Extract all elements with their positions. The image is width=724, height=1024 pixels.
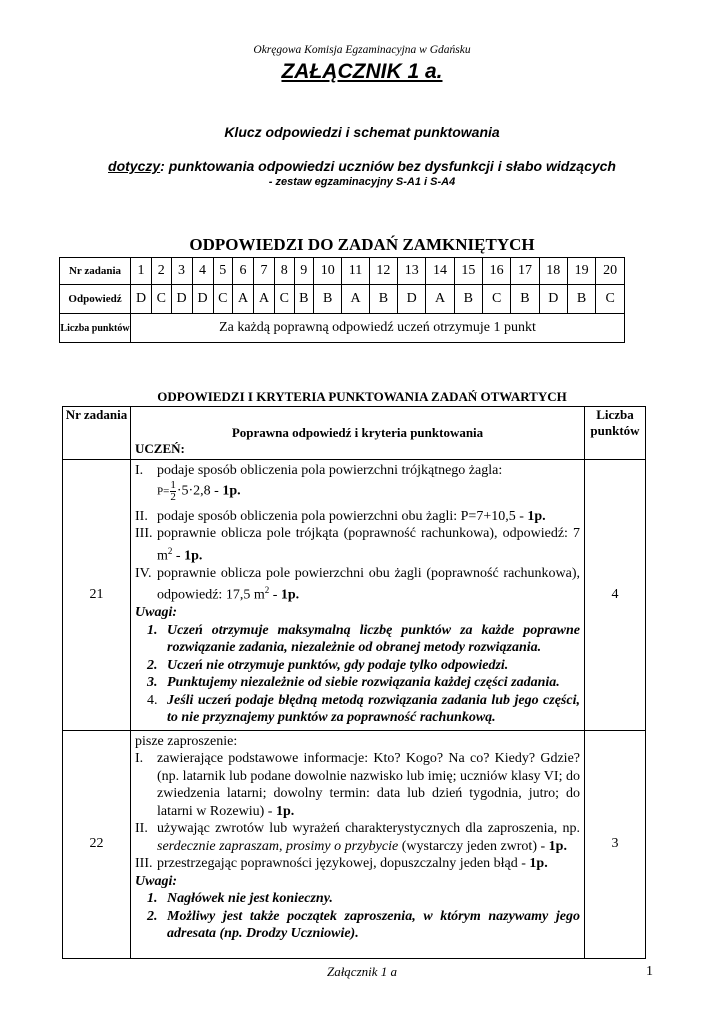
footer-label: Załącznik 1 a: [326, 964, 398, 979]
answer-cell: B: [511, 285, 539, 314]
task-number-cell: 16: [482, 258, 510, 285]
task-22-intro: pisze zaproszenie:: [135, 733, 238, 749]
task-number-cell: 8: [275, 258, 295, 285]
task-22-number: 22: [63, 730, 131, 958]
answer-cell: B: [294, 285, 314, 314]
task-number-cell: 15: [454, 258, 482, 285]
answer-cell: A: [342, 285, 369, 314]
answer-cell: A: [426, 285, 454, 314]
points-note: Za każdą poprawną odpowiedź uczeń otrzymuje 1 punkt: [131, 314, 625, 343]
criterion-i: I. zawierające podstawowe informacje: Kto? Kogo? Na co? Kiedy? Gdzie? (np. latarnik lub podane dowolnie nazwisko lub imię; uczniów klasy VI; do zwiedzenia latarni; dowolny termin: data lub dzień tygodnia, jutro; do latarni w Rozewiu) - 1p.: [135, 751, 580, 819]
task-21-number: 21: [63, 460, 131, 731]
remark: 2. Uczeń nie otrzymuje punktów, gdy podaje tylko odpowiedzi.: [147, 657, 509, 673]
task-22-row: [63, 730, 646, 958]
row-label-answer: Odpowiedź: [60, 285, 131, 314]
header-criteria: [131, 407, 585, 460]
points-row: [60, 314, 625, 343]
answer-cell: D: [398, 285, 426, 314]
criterion-i: I. podaje sposób obliczenia pola powierzchni trójkątnego żagla: P= $\frac{1}{2}$ ·5·2,8 - 1p.: [135, 463, 503, 503]
answer-cell: B: [454, 285, 482, 314]
task-number-cell: 4: [192, 258, 213, 285]
task-number-cell: 1: [131, 258, 152, 285]
open-criteria-table: [62, 406, 646, 959]
criterion-ii: II. używając zwrotów lub wyrażeń charakterystycznych dla zaproszenia, np. serdecznie zapraszam, prosimy o przybycie (wystarczy jeden zwrot) - 1p.: [135, 821, 580, 854]
answer-cell: B: [314, 285, 342, 314]
task-number-cell: 10: [314, 258, 342, 285]
task-21-criteria: [131, 460, 585, 731]
remarks-label: Uwagi:: [135, 873, 177, 889]
task-number-cell: 19: [567, 258, 595, 285]
task-number-cell: 7: [254, 258, 275, 285]
fraction: $\frac{1}{2}$: [170, 478, 176, 503]
task-number-cell: 5: [213, 258, 233, 285]
answer-cell: D: [539, 285, 567, 314]
header-student-label: UCZEŃ:: [135, 441, 185, 456]
task-21-points: 4: [585, 460, 646, 731]
criterion-iii: III. przestrzegając poprawności językowej, dopuszczalny jeden błąd - 1p.: [135, 856, 548, 872]
criterion-iv: IV. poprawnie oblicza pole powierzchni obu żagli (poprawność rachunkowa), odpowiedź: 17,5 $m^2 - 1p$.: [135, 565, 580, 603]
task-number-cell: 12: [369, 258, 397, 285]
task-number-cell: 3: [171, 258, 192, 285]
answer-cell: C: [152, 285, 172, 314]
page-title: ZAŁĄCZNIK 1 a.: [281, 60, 443, 83]
answer-cell: D: [171, 285, 192, 314]
answer-cell: A: [233, 285, 254, 314]
task-21-row: [63, 460, 646, 731]
answer-cell: B: [567, 285, 595, 314]
remarks-label: Uwagi:: [135, 605, 177, 621]
task-number-cell: 18: [539, 258, 567, 285]
remark: 1. Nagłówek nie jest konieczny.: [147, 891, 333, 907]
open-table-header-row: [63, 407, 646, 460]
answer-row: [60, 285, 625, 314]
remark: 4. Jeśli uczeń podaje błędną metodą rozwiązania zadania lub jego części, to nie przyznajemy punktów za poprawność rachunkową.: [147, 692, 580, 726]
answer-cell: C: [596, 285, 625, 314]
row-label-task-number: Nr zadania: [60, 258, 131, 285]
remark: 2. Możliwy jest także początek zaproszenia, w którym nazywamy jego adresata (np. Drodzy Uczniowie).: [147, 908, 580, 942]
task-number-cell: 2: [152, 258, 172, 285]
closed-answers-table: [59, 257, 625, 343]
task-22-criteria: [131, 730, 585, 958]
task-number-cell: 9: [294, 258, 314, 285]
task-number-cell: 17: [511, 258, 539, 285]
answer-cell: A: [254, 285, 275, 314]
task-22-points: 3: [585, 730, 646, 958]
open-tasks-heading: ODPOWIEDZI I KRYTERIA PUNKTOWANIA ZADAŃ OTWARTYCH: [157, 389, 567, 404]
criterion-iii: III. poprawnie oblicza pole trójkąta (poprawność rachunkowa), odpowiedź: 7 $m^2 - 1p$.: [135, 526, 580, 564]
answer-cell: C: [482, 285, 510, 314]
page-subtitle: Klucz odpowiedzi i schemat punktowania: [224, 124, 500, 140]
concerns-label: dotyczy: [108, 158, 161, 174]
remark: 3. Punktujemy niezależnie od siebie rozwiązania każdej części zadania.: [147, 675, 560, 691]
header-organization: Okręgowa Komisja Egzaminacyjna w Gdańsku: [253, 44, 471, 56]
task-number-cell: 20: [596, 258, 625, 285]
concerns-text: : punktowania odpowiedzi uczniów bez dysfunkcji i słabo widzących: [160, 158, 616, 174]
answer-cell: D: [192, 285, 213, 314]
task-number-cell: 13: [398, 258, 426, 285]
row-label-points: Liczba punktów: [60, 314, 131, 343]
page-number: 1: [646, 964, 653, 979]
answer-cell: C: [213, 285, 233, 314]
answer-cell: D: [131, 285, 152, 314]
exam-set-line: - zestaw egzaminacyjny S-A1 i S-A4: [268, 176, 456, 188]
closed-tasks-heading: ODPOWIEDZI DO ZADAŃ ZAMKNIĘTYCH: [189, 235, 535, 254]
header-points: Liczba punktów: [585, 407, 646, 460]
header-task-number: Nr zadania: [63, 407, 131, 460]
remark: 1. Uczeń otrzymuje maksymalną liczbę punktów za każde poprawne rozwiązanie zadania, niezależnie od obranej metody rozwiązania.: [147, 622, 580, 656]
task-number-cell: 6: [233, 258, 254, 285]
task-number-cell: 11: [342, 258, 369, 285]
answer-cell: C: [275, 285, 295, 314]
criterion-ii: II. podaje sposób obliczenia pola powierzchni obu żagli: P=7+10,5 - 1p.: [135, 508, 546, 524]
task-number-cell: 14: [426, 258, 454, 285]
header-criteria-label: Poprawna odpowiedź i kryteria punktowania: [231, 425, 484, 440]
task-number-row: [60, 258, 625, 285]
concerns-line: [0, 158, 724, 174]
answer-cell: B: [369, 285, 397, 314]
